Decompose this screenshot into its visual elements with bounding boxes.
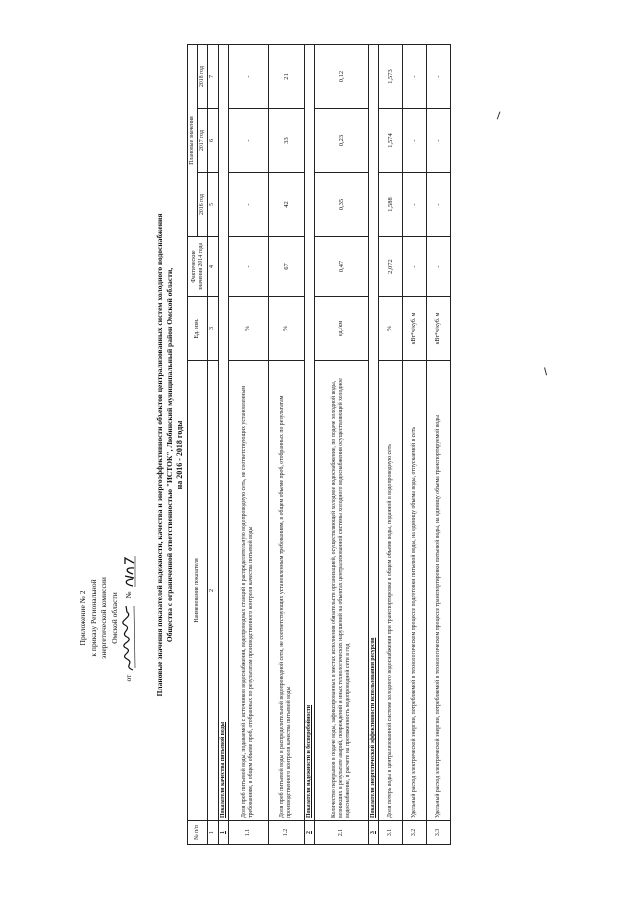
header-name: Наименование показателя — [188, 361, 208, 821]
index-cell: 4 — [208, 237, 218, 297]
section-row — [369, 44, 379, 844]
table-row — [403, 44, 427, 844]
header-2017: 2017 год — [198, 109, 208, 173]
appendix-block — [78, 498, 137, 738]
header-fact: Фактические значения 2014 года — [188, 237, 208, 297]
index-cell: 7 — [208, 44, 218, 108]
plan-2018-cell: - — [403, 44, 427, 108]
handwritten-date-signature — [121, 602, 137, 672]
plan-2017-cell: - — [403, 109, 427, 173]
index-cell: 1 — [208, 821, 218, 845]
row-number: 1 — [218, 821, 228, 845]
unit-cell: кВт*ч/куб. м — [427, 297, 451, 361]
row-number: 1.1 — [228, 821, 268, 845]
plan-2017-cell: 33 — [268, 109, 304, 173]
row-number: 2.1 — [315, 821, 369, 845]
row-number: 3 — [369, 821, 379, 845]
plan-2016-cell: 1,588 — [379, 173, 403, 237]
table-row — [315, 44, 369, 844]
unit-cell: % — [228, 297, 268, 361]
column-index-row — [208, 44, 218, 844]
number-prefix: № — [123, 591, 133, 599]
fact-2014-cell: - — [427, 237, 451, 297]
handwritten-number-signature — [121, 554, 137, 588]
fact-2014-cell: - — [403, 237, 427, 297]
row-number: 3.2 — [403, 821, 427, 845]
index-cell: 2 — [208, 361, 218, 821]
section-title: Показатели надежности и бесперебойности — [304, 44, 314, 820]
unit-cell: ед./км — [315, 297, 369, 361]
appendix-line-4: Омской области — [109, 592, 119, 644]
section-row — [218, 44, 228, 844]
indicators-table — [187, 44, 451, 845]
table-body — [218, 44, 451, 844]
indicator-name: Количество перерывов в подаче воды, зафиксированных в местах исполнения обязательств организацией, осуществляющей холодное водоснабжение, по подаче холодной воды, возникших в результате аварий, повреждений и иных технологических нарушений на объектах централизованной системы холодного водоснабжения осуществляющей холодное водоснабжение, в расчете на протяженность водопроводной сети в год — [315, 361, 369, 821]
fact-2014-cell: 0,47 — [315, 237, 369, 297]
plan-2016-cell: - — [403, 173, 427, 237]
index-cell: 5 — [208, 173, 218, 237]
unit-cell: кВт*ч/куб. м — [403, 297, 427, 361]
indicator-name: Удельный расход электрической энергии, потребляемой в технологическом процессе подготовки питьевой воды, на единицу объема воды, отпускаемой в сеть — [403, 361, 427, 821]
document-title — [155, 125, 185, 785]
table-row — [228, 44, 268, 844]
fact-2014-cell: 2,072 — [379, 237, 403, 297]
row-number: 3.3 — [427, 821, 451, 845]
indicator-name: Доля проб питьевой воды, подаваемой с источников водоснабжения, водопроводных станций в распределительную водопроводную сеть, не соответствующих установленным требованиям, в общем объеме проб, отобранных по результатам производственного контроля качества питьевой воды — [228, 361, 268, 821]
title-line-1: Плановые значения показателей надежности, качества и энергоэффективности объектов централизованных систем холодного водоснабжения — [155, 213, 164, 697]
plan-2016-cell: - — [228, 173, 268, 237]
section-row — [304, 44, 314, 844]
title-line-2: Общества с ограниченной ответственностью "ИСТОК", Любинский муниципальный район Омской области, — [165, 267, 174, 643]
fact-2014-cell: - — [228, 237, 268, 297]
plan-2016-cell: - — [427, 173, 451, 237]
plan-2017-cell: 1,574 — [379, 109, 403, 173]
plan-2018-cell: 1,573 — [379, 44, 403, 108]
header-2016: 2016 год — [198, 173, 208, 237]
plan-2016-cell: 42 — [268, 173, 304, 237]
title-line-3: на 2016 - 2018 годы — [175, 420, 184, 490]
table-row — [379, 44, 403, 844]
section-title: Показатели качества питьевой воды — [218, 44, 228, 820]
appendix-line-1: Приложение № 2 — [78, 590, 87, 646]
appendix-line-3: энергетической комиссии — [99, 577, 108, 659]
indicator-name: Доля проб питьевой воды в распределительной водопроводной сети, не соответствующих установленным требованиям, в общем объеме проб, отобранных по результатам производственного контроля качества питьевой воды — [268, 361, 304, 821]
date-prefix: от — [123, 674, 133, 682]
table-row — [427, 44, 451, 844]
plan-2018-cell: 0,12 — [315, 44, 369, 108]
header-unit: Ед. изм. — [188, 297, 208, 361]
row-number: 1.2 — [268, 821, 304, 845]
section-title: Показатели энергетической эффективности использования ресурсов — [369, 44, 379, 820]
row-number: 2 — [304, 821, 314, 845]
header-2018: 2018 год — [198, 44, 208, 108]
header-num: № п/п — [188, 821, 208, 845]
plan-2018-cell: - — [228, 44, 268, 108]
plan-2017-cell: - — [427, 109, 451, 173]
unit-cell: % — [379, 297, 403, 361]
appendix-line-2: к приказу Региональной — [88, 579, 98, 657]
indicator-name: Удельный расход электрической энергии, потребляемой в технологическом процессе транспортировки питьевой воды, на единицу объема транспортируемой воды — [427, 361, 451, 821]
index-cell: 3 — [208, 297, 218, 361]
plan-2018-cell: 21 — [268, 44, 304, 108]
plan-2018-cell: - — [427, 44, 451, 108]
plan-2017-cell: 0,23 — [315, 109, 369, 173]
unit-cell: % — [268, 297, 304, 361]
indicator-name: Доля потерь воды в централизованной системе холодного водоснабжения при транспортировке в общем объеме воды, поданной в водопроводную сеть — [379, 361, 403, 821]
plan-2017-cell: - — [228, 109, 268, 173]
fact-2014-cell: 67 — [268, 237, 304, 297]
header-plan: Плановые значения — [188, 44, 198, 236]
plan-2016-cell: 0,35 — [315, 173, 369, 237]
index-cell: 6 — [208, 109, 218, 173]
table-row — [268, 44, 304, 844]
row-number: 3.1 — [379, 821, 403, 845]
appendix-date-line — [121, 498, 137, 738]
